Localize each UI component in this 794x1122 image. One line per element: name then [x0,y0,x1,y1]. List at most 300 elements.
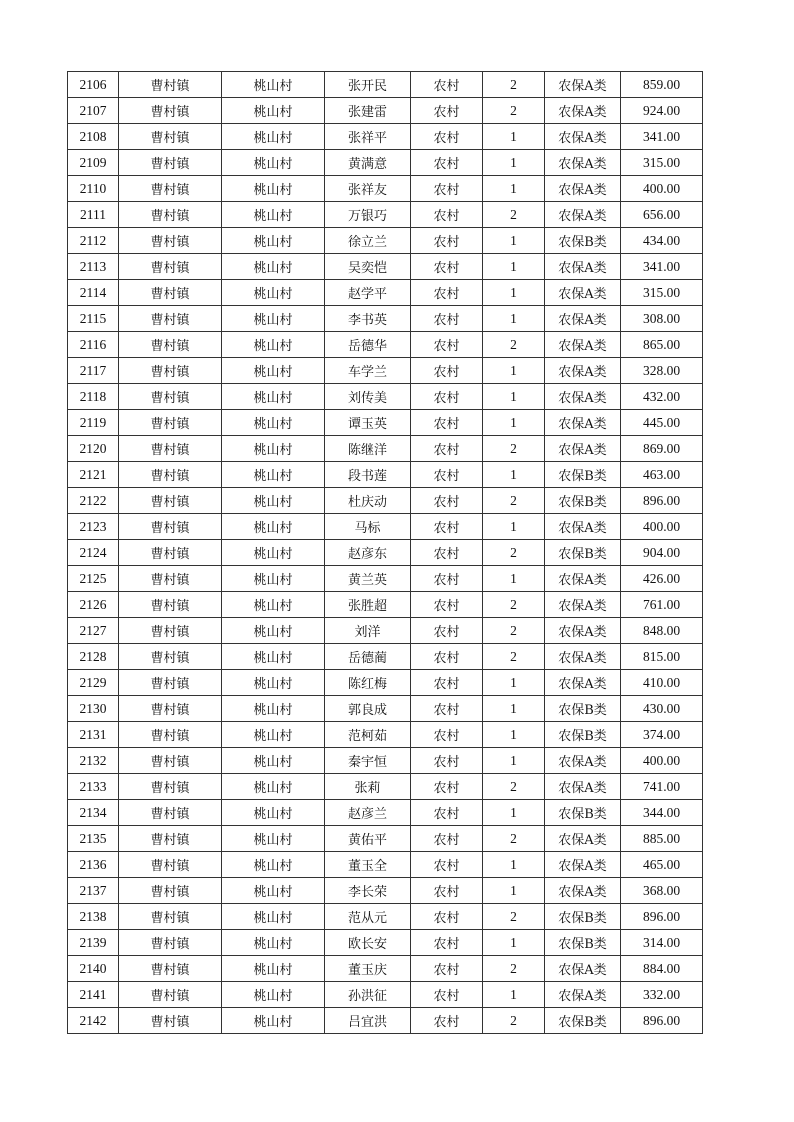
amount-cell: 815.00 [621,644,703,670]
household-size-cell: 2 [483,1008,545,1034]
amount-cell: 884.00 [621,956,703,982]
name-cell: 欧长安 [325,930,411,956]
name-cell: 张祥平 [325,124,411,150]
village-cell: 桃山村 [222,124,325,150]
household-size-cell: 2 [483,826,545,852]
amount-cell: 869.00 [621,436,703,462]
area-type-cell: 农村 [411,98,483,124]
area-type-cell: 农村 [411,384,483,410]
serial-cell: 2138 [68,904,119,930]
village-cell: 桃山村 [222,566,325,592]
serial-cell: 2117 [68,358,119,384]
serial-cell: 2134 [68,800,119,826]
town-cell: 曹村镇 [119,826,222,852]
village-cell: 桃山村 [222,1008,325,1034]
area-type-cell: 农村 [411,488,483,514]
name-cell: 范从元 [325,904,411,930]
area-type-cell: 农村 [411,124,483,150]
amount-cell: 848.00 [621,618,703,644]
serial-cell: 2126 [68,592,119,618]
area-type-cell: 农村 [411,202,483,228]
name-cell: 郭良成 [325,696,411,722]
household-size-cell: 1 [483,670,545,696]
household-size-cell: 1 [483,800,545,826]
table-row [68,826,703,852]
village-cell: 桃山村 [222,306,325,332]
category-cell: 农保A类 [545,878,621,904]
household-size-cell: 1 [483,410,545,436]
village-cell: 桃山村 [222,514,325,540]
name-cell: 李长荣 [325,878,411,904]
town-cell: 曹村镇 [119,280,222,306]
town-cell: 曹村镇 [119,748,222,774]
amount-cell: 859.00 [621,72,703,98]
amount-cell: 904.00 [621,540,703,566]
serial-cell: 2110 [68,176,119,202]
area-type-cell: 农村 [411,540,483,566]
household-size-cell: 1 [483,930,545,956]
amount-cell: 434.00 [621,228,703,254]
table-row [68,956,703,982]
village-cell: 桃山村 [222,878,325,904]
area-type-cell: 农村 [411,306,483,332]
area-type-cell: 农村 [411,904,483,930]
table-row [68,592,703,618]
category-cell: 农保A类 [545,566,621,592]
serial-cell: 2121 [68,462,119,488]
table-row [68,124,703,150]
village-cell: 桃山村 [222,748,325,774]
category-cell: 农保A类 [545,98,621,124]
category-cell: 农保A类 [545,306,621,332]
table-row [68,98,703,124]
household-size-cell: 2 [483,202,545,228]
area-type-cell: 农村 [411,852,483,878]
serial-cell: 2142 [68,1008,119,1034]
serial-cell: 2116 [68,332,119,358]
table-row [68,410,703,436]
household-size-cell: 1 [483,384,545,410]
village-cell: 桃山村 [222,384,325,410]
table-row [68,930,703,956]
area-type-cell: 农村 [411,800,483,826]
name-cell: 范柯茹 [325,722,411,748]
area-type-cell: 农村 [411,176,483,202]
area-type-cell: 农村 [411,982,483,1008]
category-cell: 农保A类 [545,982,621,1008]
village-cell: 桃山村 [222,436,325,462]
area-type-cell: 农村 [411,228,483,254]
category-cell: 农保A类 [545,592,621,618]
village-cell: 桃山村 [222,462,325,488]
village-cell: 桃山村 [222,254,325,280]
amount-cell: 328.00 [621,358,703,384]
amount-cell: 308.00 [621,306,703,332]
name-cell: 黄兰英 [325,566,411,592]
town-cell: 曹村镇 [119,358,222,384]
table-row [68,722,703,748]
amount-cell: 341.00 [621,124,703,150]
village-cell: 桃山村 [222,774,325,800]
household-size-cell: 1 [483,280,545,306]
village-cell: 桃山村 [222,280,325,306]
table-row [68,540,703,566]
household-size-cell: 2 [483,98,545,124]
name-cell: 车学兰 [325,358,411,384]
area-type-cell: 农村 [411,254,483,280]
table-row [68,566,703,592]
town-cell: 曹村镇 [119,150,222,176]
table-row [68,1008,703,1034]
serial-cell: 2111 [68,202,119,228]
category-cell: 农保B类 [545,462,621,488]
name-cell: 黄佑平 [325,826,411,852]
household-size-cell: 2 [483,488,545,514]
amount-cell: 426.00 [621,566,703,592]
household-size-cell: 1 [483,852,545,878]
category-cell: 农保B类 [545,904,621,930]
household-size-cell: 1 [483,176,545,202]
town-cell: 曹村镇 [119,644,222,670]
town-cell: 曹村镇 [119,254,222,280]
name-cell: 吴奕恺 [325,254,411,280]
village-cell: 桃山村 [222,696,325,722]
amount-cell: 896.00 [621,488,703,514]
amount-cell: 445.00 [621,410,703,436]
serial-cell: 2114 [68,280,119,306]
village-cell: 桃山村 [222,722,325,748]
town-cell: 曹村镇 [119,306,222,332]
serial-cell: 2115 [68,306,119,332]
village-cell: 桃山村 [222,904,325,930]
table-row [68,254,703,280]
town-cell: 曹村镇 [119,930,222,956]
amount-cell: 410.00 [621,670,703,696]
household-size-cell: 1 [483,878,545,904]
name-cell: 岳德华 [325,332,411,358]
amount-cell: 465.00 [621,852,703,878]
category-cell: 农保A类 [545,202,621,228]
amount-cell: 896.00 [621,904,703,930]
town-cell: 曹村镇 [119,566,222,592]
amount-cell: 865.00 [621,332,703,358]
town-cell: 曹村镇 [119,618,222,644]
town-cell: 曹村镇 [119,98,222,124]
town-cell: 曹村镇 [119,696,222,722]
area-type-cell: 农村 [411,774,483,800]
area-type-cell: 农村 [411,956,483,982]
name-cell: 马标 [325,514,411,540]
area-type-cell: 农村 [411,930,483,956]
category-cell: 农保A类 [545,280,621,306]
household-size-cell: 2 [483,332,545,358]
name-cell: 李书英 [325,306,411,332]
category-cell: 农保A类 [545,150,621,176]
household-size-cell: 1 [483,748,545,774]
town-cell: 曹村镇 [119,800,222,826]
area-type-cell: 农村 [411,826,483,852]
category-cell: 农保A类 [545,670,621,696]
household-size-cell: 2 [483,436,545,462]
name-cell: 秦宇恒 [325,748,411,774]
category-cell: 农保A类 [545,176,621,202]
serial-cell: 2112 [68,228,119,254]
table-row [68,436,703,462]
amount-cell: 885.00 [621,826,703,852]
table-body [68,72,703,1034]
amount-cell: 400.00 [621,748,703,774]
serial-cell: 2120 [68,436,119,462]
town-cell: 曹村镇 [119,228,222,254]
town-cell: 曹村镇 [119,462,222,488]
amount-cell: 315.00 [621,280,703,306]
category-cell: 农保A类 [545,852,621,878]
serial-cell: 2118 [68,384,119,410]
table-row [68,670,703,696]
category-cell: 农保A类 [545,254,621,280]
category-cell: 农保B类 [545,488,621,514]
serial-cell: 2139 [68,930,119,956]
area-type-cell: 农村 [411,696,483,722]
name-cell: 谭玉英 [325,410,411,436]
area-type-cell: 农村 [411,566,483,592]
category-cell: 农保A类 [545,514,621,540]
household-size-cell: 1 [483,514,545,540]
table-row [68,306,703,332]
name-cell: 陈继洋 [325,436,411,462]
table-row [68,202,703,228]
table-row [68,852,703,878]
category-cell: 农保B类 [545,930,621,956]
town-cell: 曹村镇 [119,982,222,1008]
amount-cell: 400.00 [621,176,703,202]
town-cell: 曹村镇 [119,670,222,696]
household-size-cell: 2 [483,592,545,618]
area-type-cell: 农村 [411,618,483,644]
table-row [68,878,703,904]
town-cell: 曹村镇 [119,410,222,436]
household-size-cell: 1 [483,462,545,488]
name-cell: 孙洪征 [325,982,411,1008]
table-row [68,280,703,306]
village-cell: 桃山村 [222,826,325,852]
area-type-cell: 农村 [411,410,483,436]
household-size-cell: 2 [483,904,545,930]
serial-cell: 2135 [68,826,119,852]
serial-cell: 2108 [68,124,119,150]
table-row [68,774,703,800]
table-row [68,904,703,930]
table-row [68,332,703,358]
serial-cell: 2131 [68,722,119,748]
amount-cell: 741.00 [621,774,703,800]
name-cell: 岳德蔺 [325,644,411,670]
household-size-cell: 1 [483,124,545,150]
table-row [68,72,703,98]
village-cell: 桃山村 [222,644,325,670]
town-cell: 曹村镇 [119,722,222,748]
household-size-cell: 1 [483,722,545,748]
village-cell: 桃山村 [222,930,325,956]
name-cell: 赵学平 [325,280,411,306]
village-cell: 桃山村 [222,150,325,176]
amount-cell: 430.00 [621,696,703,722]
amount-cell: 400.00 [621,514,703,540]
household-size-cell: 2 [483,618,545,644]
name-cell: 张建雷 [325,98,411,124]
name-cell: 赵彦兰 [325,800,411,826]
amount-cell: 315.00 [621,150,703,176]
town-cell: 曹村镇 [119,332,222,358]
table-row [68,514,703,540]
name-cell: 刘传美 [325,384,411,410]
category-cell: 农保A类 [545,332,621,358]
village-cell: 桃山村 [222,670,325,696]
household-size-cell: 2 [483,72,545,98]
amount-cell: 368.00 [621,878,703,904]
village-cell: 桃山村 [222,982,325,1008]
town-cell: 曹村镇 [119,592,222,618]
table-row [68,800,703,826]
amount-cell: 896.00 [621,1008,703,1034]
name-cell: 张胜超 [325,592,411,618]
town-cell: 曹村镇 [119,202,222,228]
serial-cell: 2129 [68,670,119,696]
area-type-cell: 农村 [411,358,483,384]
area-type-cell: 农村 [411,462,483,488]
serial-cell: 2137 [68,878,119,904]
amount-cell: 344.00 [621,800,703,826]
area-type-cell: 农村 [411,514,483,540]
area-type-cell: 农村 [411,150,483,176]
town-cell: 曹村镇 [119,774,222,800]
village-cell: 桃山村 [222,540,325,566]
category-cell: 农保B类 [545,722,621,748]
roster-table [67,71,703,1034]
household-size-cell: 2 [483,540,545,566]
table-row [68,644,703,670]
village-cell: 桃山村 [222,98,325,124]
area-type-cell: 农村 [411,332,483,358]
village-cell: 桃山村 [222,488,325,514]
serial-cell: 2124 [68,540,119,566]
serial-cell: 2119 [68,410,119,436]
area-type-cell: 农村 [411,748,483,774]
category-cell: 农保A类 [545,72,621,98]
town-cell: 曹村镇 [119,488,222,514]
household-size-cell: 1 [483,696,545,722]
serial-cell: 2125 [68,566,119,592]
household-size-cell: 1 [483,228,545,254]
area-type-cell: 农村 [411,722,483,748]
table-row [68,748,703,774]
name-cell: 张开民 [325,72,411,98]
village-cell: 桃山村 [222,228,325,254]
town-cell: 曹村镇 [119,124,222,150]
household-size-cell: 1 [483,254,545,280]
village-cell: 桃山村 [222,72,325,98]
town-cell: 曹村镇 [119,436,222,462]
household-size-cell: 2 [483,774,545,800]
area-type-cell: 农村 [411,592,483,618]
serial-cell: 2128 [68,644,119,670]
household-size-cell: 2 [483,644,545,670]
name-cell: 陈红梅 [325,670,411,696]
area-type-cell: 农村 [411,878,483,904]
area-type-cell: 农村 [411,1008,483,1034]
amount-cell: 656.00 [621,202,703,228]
town-cell: 曹村镇 [119,878,222,904]
village-cell: 桃山村 [222,332,325,358]
name-cell: 万银巧 [325,202,411,228]
area-type-cell: 农村 [411,280,483,306]
amount-cell: 463.00 [621,462,703,488]
category-cell: 农保A类 [545,436,621,462]
town-cell: 曹村镇 [119,176,222,202]
serial-cell: 2106 [68,72,119,98]
area-type-cell: 农村 [411,670,483,696]
name-cell: 董玉庆 [325,956,411,982]
serial-cell: 2136 [68,852,119,878]
category-cell: 农保B类 [545,1008,621,1034]
category-cell: 农保A类 [545,774,621,800]
name-cell: 黄满意 [325,150,411,176]
table-row [68,696,703,722]
name-cell: 董玉全 [325,852,411,878]
category-cell: 农保A类 [545,124,621,150]
table-row [68,176,703,202]
category-cell: 农保A类 [545,644,621,670]
amount-cell: 314.00 [621,930,703,956]
town-cell: 曹村镇 [119,384,222,410]
name-cell: 徐立兰 [325,228,411,254]
serial-cell: 2113 [68,254,119,280]
serial-cell: 2141 [68,982,119,1008]
table-row [68,150,703,176]
household-size-cell: 2 [483,956,545,982]
household-size-cell: 1 [483,150,545,176]
category-cell: 农保B类 [545,228,621,254]
area-type-cell: 农村 [411,436,483,462]
serial-cell: 2122 [68,488,119,514]
serial-cell: 2127 [68,618,119,644]
town-cell: 曹村镇 [119,72,222,98]
household-size-cell: 1 [483,358,545,384]
village-cell: 桃山村 [222,592,325,618]
amount-cell: 332.00 [621,982,703,1008]
table-row [68,384,703,410]
table-row [68,488,703,514]
table-row [68,982,703,1008]
category-cell: 农保A类 [545,748,621,774]
table-row [68,358,703,384]
amount-cell: 924.00 [621,98,703,124]
household-size-cell: 1 [483,566,545,592]
town-cell: 曹村镇 [119,852,222,878]
village-cell: 桃山村 [222,358,325,384]
name-cell: 吕宜洪 [325,1008,411,1034]
household-size-cell: 1 [483,982,545,1008]
village-cell: 桃山村 [222,176,325,202]
serial-cell: 2123 [68,514,119,540]
village-cell: 桃山村 [222,202,325,228]
amount-cell: 432.00 [621,384,703,410]
category-cell: 农保A类 [545,410,621,436]
serial-cell: 2132 [68,748,119,774]
village-cell: 桃山村 [222,852,325,878]
category-cell: 农保A类 [545,358,621,384]
category-cell: 农保A类 [545,956,621,982]
